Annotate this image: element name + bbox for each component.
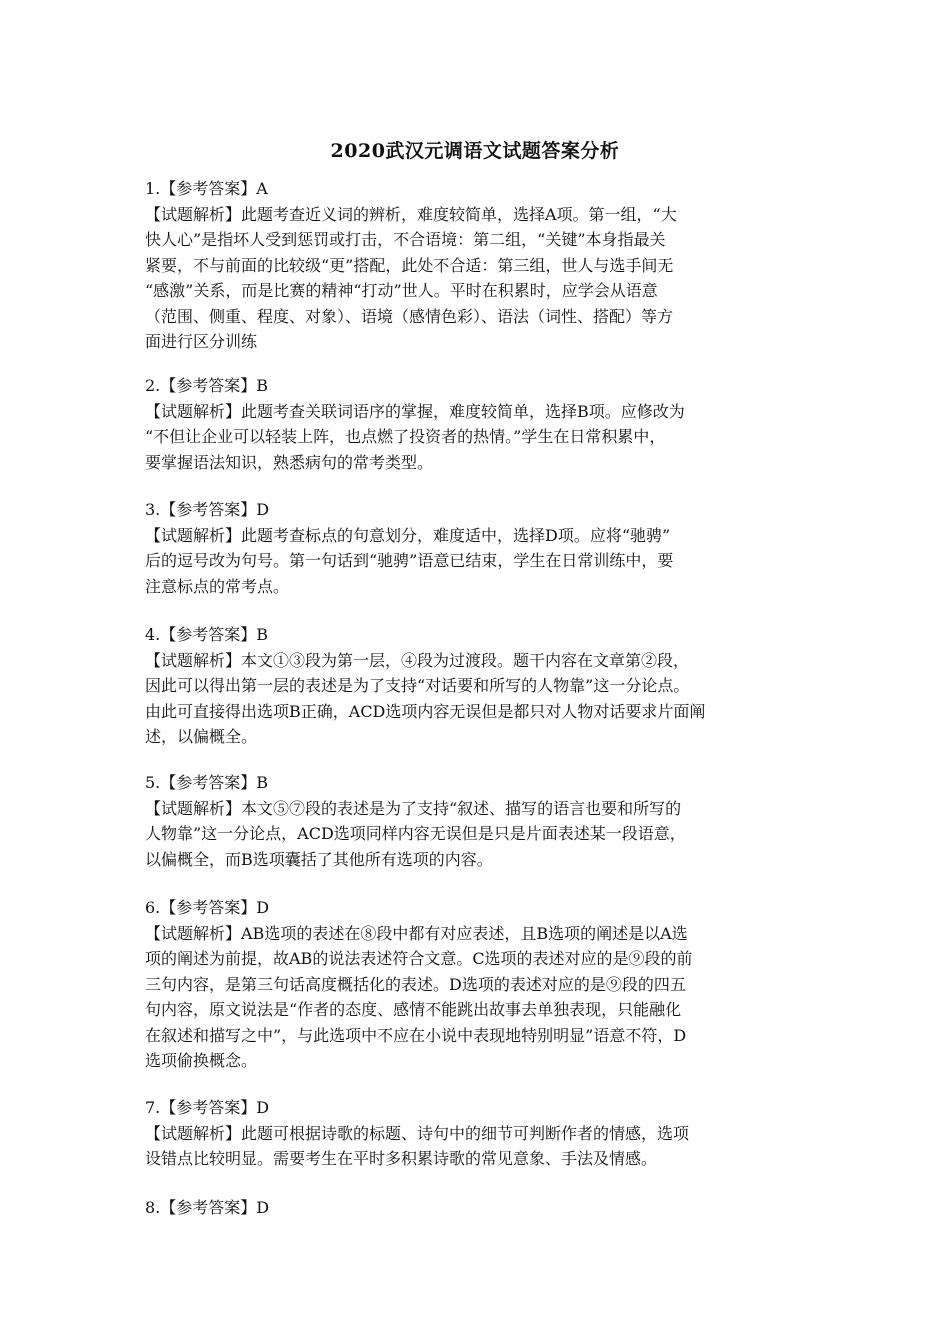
analysis-line: 三句内容，是第三句话高度概括化的表述。D选项的表述对应的是⑨段的四五 xyxy=(145,974,686,994)
analysis-line: 选项偷换概念。 xyxy=(145,1051,258,1070)
analysis-line: 【试题解析】此题可根据诗歌的标题、诗句中的细节可判断作者的情感，选项 xyxy=(145,1123,690,1143)
analysis-line: 注意标点的常考点。 xyxy=(145,576,290,596)
analysis-line: 项的阐述为前提，故AB的说法表述符合文意。C选项的表述对应的是⑨段的前 xyxy=(145,949,693,968)
analysis-line: 后的逗号改为句号。第一句话到“驰骋”语意已结束，学生在日常训练中，要 xyxy=(145,551,674,570)
analysis-line: 快人心”是指坏人受到惩罚或打击，不合语境：第二组，“关键”本身指最关 xyxy=(145,230,666,249)
answer-label: 3.【参考答案】D xyxy=(145,500,270,519)
analysis-line: 面进行区分训练 xyxy=(145,332,258,351)
answer-label: 5.【参考答案】B xyxy=(145,773,269,792)
answer-label: 4.【参考答案】B xyxy=(145,625,269,644)
analysis-line: 因此可以得出第一层的表述是为了支持“对话要和所写的人物靠”这一分论点。 xyxy=(145,676,690,695)
page-title: 2020武汉元调语文试题答案分析 xyxy=(330,140,620,162)
answer-item-2 xyxy=(145,373,815,475)
analysis-line: 【试题解析】AB选项的表述在⑧段中都有对应表述，且B选项的阐述是以A选 xyxy=(145,923,688,943)
answer-item-1 xyxy=(145,176,815,355)
answer-label: 8.【参考答案】D xyxy=(145,1198,270,1217)
analysis-line: 述，以偏概全。 xyxy=(145,727,258,746)
analysis-line: 在叙述和描写之中”，与此选项中不应在小说中表现地特别明显”语意不符，D xyxy=(145,1025,687,1045)
answer-item-6 xyxy=(145,895,815,1074)
analysis-line: 设错点比较明显。需要考生在平时多积累诗歌的常见意象、手法及情感。 xyxy=(145,1149,658,1168)
analysis-line: “不但让企业可以轻装上阵，也点燃了投资者的热情。”学生在日常积累中， xyxy=(145,427,666,446)
answer-item-8 xyxy=(145,1195,815,1221)
analysis-line: 以偏概全，而B选项囊括了其他所有选项的内容。 xyxy=(145,849,493,869)
analysis-line: 【试题解析】此题考查标点的句意划分，难度适中，选择D项。应将“驰骋” xyxy=(145,525,671,545)
answer-label: 1.【参考答案】A xyxy=(145,179,268,198)
answer-item-3 xyxy=(145,497,815,599)
analysis-line: （范围、侧重、程度、对象）、语境（感情色彩）、语法（词性、搭配）等方 xyxy=(145,306,674,326)
answer-item-7 xyxy=(145,1095,815,1172)
analysis-line: 【试题解析】此题考查关联词语序的掌握，难度较简单，选择B项。应修改为 xyxy=(145,401,685,421)
analysis-line: 【试题解析】本文⑤⑦段的表述是为了支持“叙述、描写的语言也要和所写的 xyxy=(145,798,682,818)
analysis-line: 人物靠”这一分论点，ACD选项同样内容无误但是只是片面表述某一段语意， xyxy=(145,824,686,843)
analysis-line: 【试题解析】本文①③段为第一层，④段为过渡段。题干内容在文章第②段， xyxy=(145,650,690,670)
analysis-line: 【试题解析】此题考查近义词的辨析，难度较简单，选择A项。第一组，“大 xyxy=(145,204,677,224)
analysis-line: 紧要，不与前面的比较级“更”搭配，此处不合适：第三组，世人与选手间无 xyxy=(145,255,674,275)
analysis-line: 句内容，原文说法是“作者的态度、感情不能跳出故事去单独表现，只能融化 xyxy=(145,1000,682,1019)
analysis-line: 由此可直接得出选项B正确，ACD选项内容无误但是都只对人物对话要求片面阐 xyxy=(145,701,706,721)
answer-label: 6.【参考答案】D xyxy=(145,898,270,917)
analysis-line: 要掌握语法知识，熟悉病句的常考类型。 xyxy=(145,452,434,472)
answer-item-5 xyxy=(145,770,815,872)
answer-label: 7.【参考答案】D xyxy=(145,1098,270,1117)
analysis-line: “感激”关系，而是比赛的精神“打动”世人。平时在积累时，应学会从语意 xyxy=(145,281,658,300)
answer-label: 2.【参考答案】B xyxy=(145,376,269,395)
answer-item-4 xyxy=(145,622,815,750)
